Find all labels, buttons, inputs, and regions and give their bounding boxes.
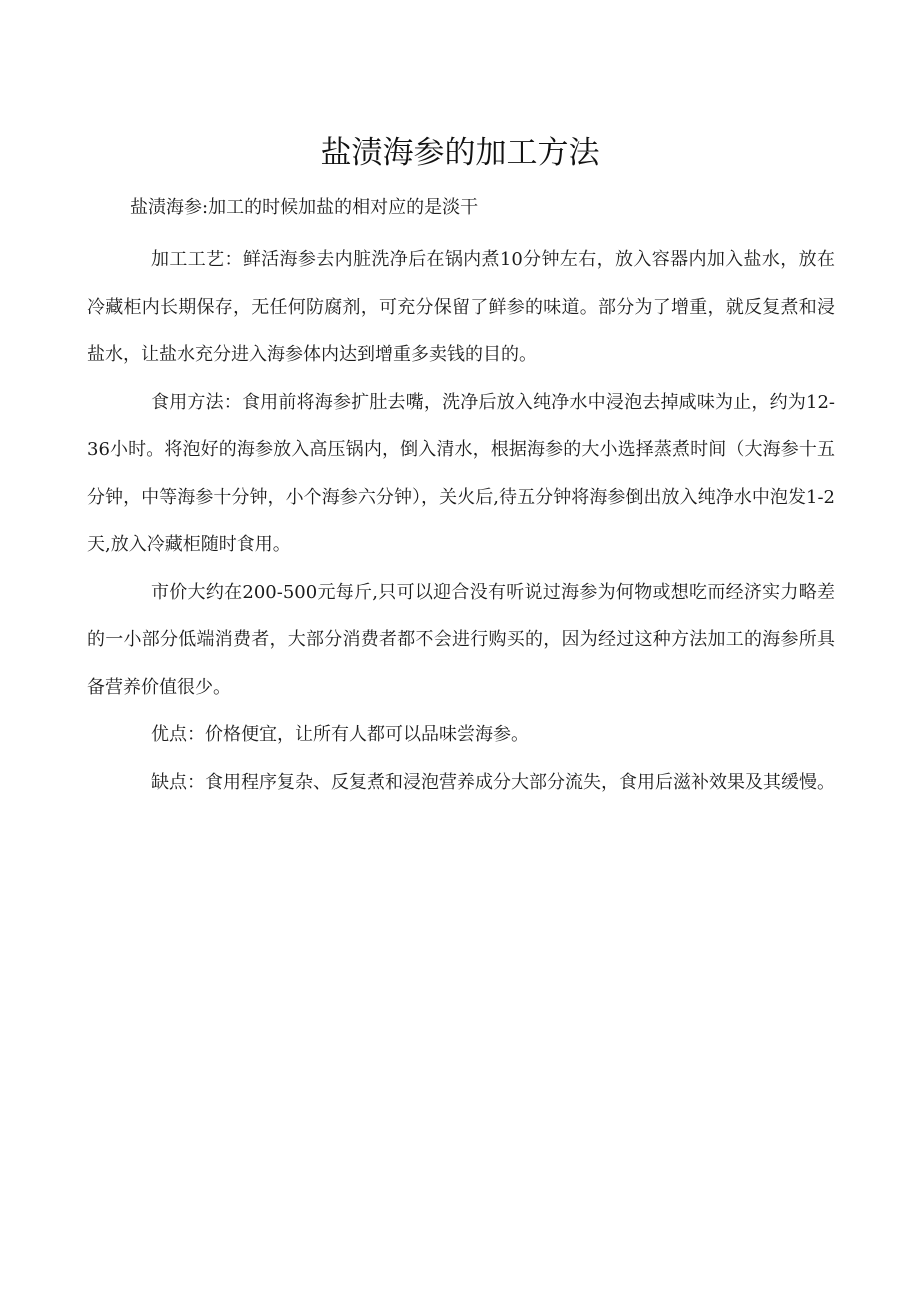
document-title: 盐渍海参的加工方法 [320,135,600,171]
document-body [87,236,835,806]
paragraph-disadvantages: 缺点：食用程序复杂、反复煮和浸泡营养成分大部分流失，食用后滋补效果及其缓慢。 [151,771,835,793]
paragraph-processing: 加工工艺：鲜活海参去内脏洗净后在锅内煮10分钟左右，放入容器内加入盐水，放在冷藏柜内长期保存，无任何防腐剂，可充分保留了鲜参的味道。部分为了增重，就反复煮和浸盐水，让盐水充分进入海参体内达到增重多卖钱的目的。 [87,249,835,365]
document-subtitle: 盐渍海参:加工的时候加盐的相对应的是淡干 [130,197,479,218]
paragraph-usage: 食用方法：食用前将海参扩肚去嘴，洗净后放入纯净水中浸泡去掉咸味为止，约为12-36小时。将泡好的海参放入高压锅内，倒入清水，根据海参的大小选择蒸煮时间（大海参十五分钟，中等海参十分钟，小个海参六分钟），关火后,待五分钟将海参倒出放入纯净水中泡发1-2天,放入冷藏柜随时食用。 [87,391,835,555]
paragraph-advantages: 优点：价格便宜，让所有人都可以品味尝海参。 [151,724,529,745]
paragraph-price: 市价大约在200-500元每斤,只可以迎合没有听说过海参为何物或想吃而经济实力略差的一小部分低端消费者，大部分消费者都不会进行购买的，因为经过这种方法加工的海参所具备营养价值很少。 [87,581,835,698]
